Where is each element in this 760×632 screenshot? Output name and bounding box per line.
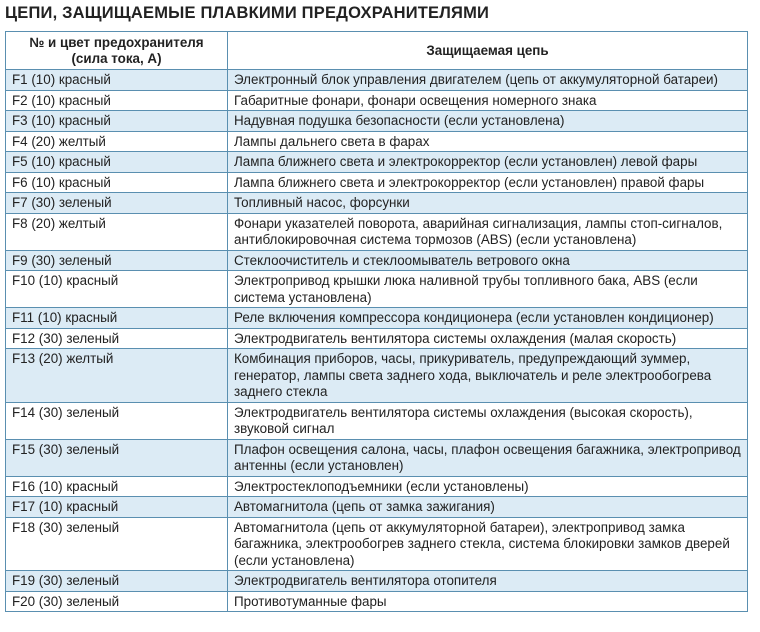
header-fuse-line1: № и цвет предохранителя [29,34,204,50]
circuit-cell: Комбинация приборов, часы, прикуриватель, предупреждающий зуммер, генератор, лампы света заднего хода, выключатель и реле электрообогрева заднего стекла [228,349,748,403]
circuit-cell: Лампа ближнего света и электрокорректор (если установлен) левой фары [228,152,748,173]
table-row [6,111,748,132]
circuit-cell: Электронный блок управления двигателем (цепь от аккумуляторной батареи) [228,70,748,91]
circuit-cell: Стеклоочиститель и стеклоомыватель ветрового окна [228,250,748,271]
circuit-cell: Автомагнитола (цепь от аккумуляторной батареи), электропривод замка багажника, электрообогрев заднего стекла, система блокировки замков дверей (если установлена) [228,517,748,571]
fuse-cell: F5 (10) красный [6,152,228,173]
fuse-cell: F14 (30) зеленый [6,402,228,439]
page-title: ЦЕПИ, ЗАЩИЩАЕМЫЕ ПЛАВКИМИ ПРЕДОХРАНИТЕЛЯМИ [5,4,490,22]
fuse-cell: F15 (30) зеленый [6,439,228,476]
circuit-cell: Электропривод крышки люка наливной трубы топливного бака, ABS (если система установлена) [228,271,748,308]
fuse-cell: F18 (30) зеленый [6,517,228,571]
table-row [6,250,748,271]
circuit-cell: Электродвигатель вентилятора системы охлаждения (высокая скорость), звуковой сигнал [228,402,748,439]
fuse-cell: F8 (20) желтый [6,213,228,250]
header-fuse-line2: (сила тока, А) [71,50,162,66]
header-fuse [6,32,228,70]
fuse-cell: F12 (30) зеленый [6,328,228,349]
table-row [6,349,748,403]
circuit-cell: Лампы дальнего света в фарах [228,131,748,152]
table-row [6,571,748,592]
table-row [6,402,748,439]
circuit-cell: Электродвигатель вентилятора отопителя [228,571,748,592]
circuit-cell: Лампа ближнего света и электрокорректор (если установлен) правой фары [228,172,748,193]
table-row [6,439,748,476]
circuit-cell: Топливный насос, форсунки [228,193,748,214]
table-row [6,271,748,308]
table-header-row [6,32,748,70]
table-row [6,591,748,612]
fuse-cell: F6 (10) красный [6,172,228,193]
table-row [6,497,748,518]
fuse-cell: F13 (20) желтый [6,349,228,403]
table-row [6,70,748,91]
circuit-cell: Фонари указателей поворота, аварийная сигнализация, лампы стоп-сигналов, антиблокировочная система тормозов (ABS) (если установлена) [228,213,748,250]
table-row [6,517,748,571]
fuse-cell: F2 (10) красный [6,90,228,111]
fuse-cell: F4 (20) желтый [6,131,228,152]
fuse-cell: F20 (30) зеленый [6,591,228,612]
fuse-cell: F3 (10) красный [6,111,228,132]
fuse-cell: F1 (10) красный [6,70,228,91]
table-row [6,152,748,173]
table-row [6,131,748,152]
circuit-cell: Плафон освещения салона, часы, плафон освещения багажника, электропривод антенны (если установлен) [228,439,748,476]
fuse-cell: F17 (10) красный [6,497,228,518]
table-row [6,90,748,111]
fuse-cell: F19 (30) зеленый [6,571,228,592]
circuit-cell: Электродвигатель вентилятора системы охлаждения (малая скорость) [228,328,748,349]
table-row [6,193,748,214]
table-row [6,213,748,250]
table-row [6,308,748,329]
fuse-cell: F10 (10) красный [6,271,228,308]
fuse-cell: F16 (10) красный [6,476,228,497]
fuse-cell: F7 (30) зеленый [6,193,228,214]
circuit-cell: Надувная подушка безопасности (если установлена) [228,111,748,132]
fuse-table [5,31,748,612]
table-row [6,328,748,349]
fuse-cell: F11 (10) красный [6,308,228,329]
circuit-cell: Габаритные фонари, фонари освещения номерного знака [228,90,748,111]
circuit-cell: Электростеклоподъемники (если установлены) [228,476,748,497]
table-row [6,476,748,497]
table-row [6,172,748,193]
fuse-cell: F9 (30) зеленый [6,250,228,271]
circuit-cell: Противотуманные фары [228,591,748,612]
header-circuit: Защищаемая цепь [228,32,748,70]
circuit-cell: Реле включения компрессора кондиционера (если установлен кондиционер) [228,308,748,329]
circuit-cell: Автомагнитола (цепь от замка зажигания) [228,497,748,518]
